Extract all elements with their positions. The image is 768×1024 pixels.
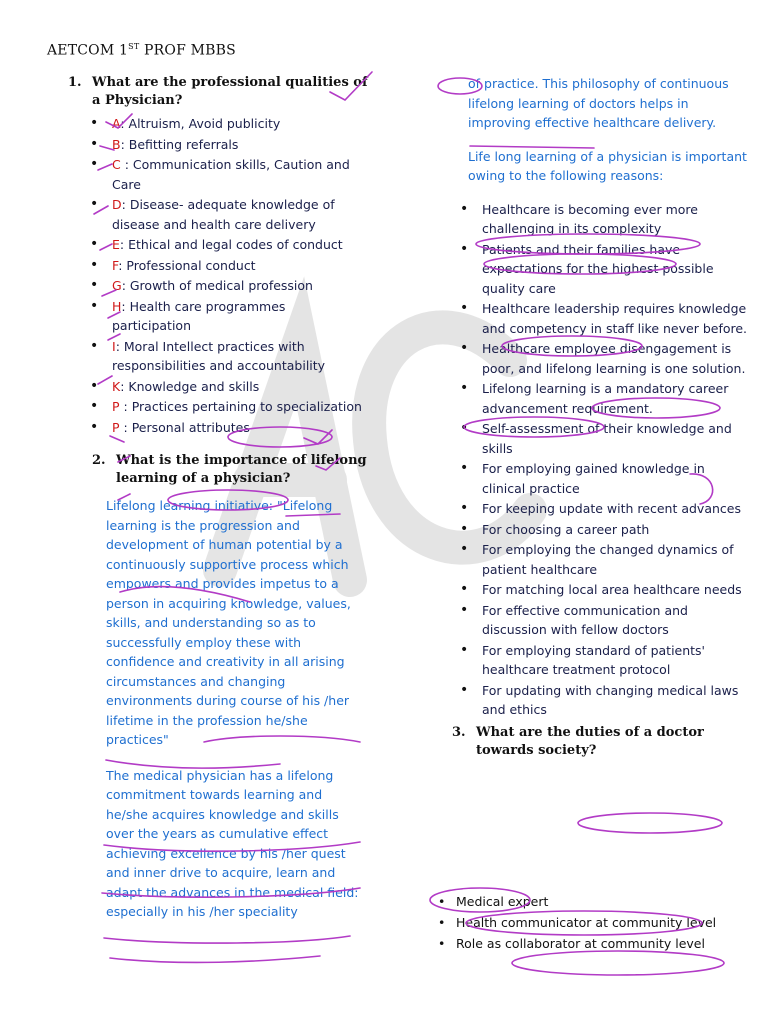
quality-key: K — [112, 378, 121, 394]
quality-item — [112, 235, 368, 255]
quality-text: : Health care programmes participation — [112, 298, 286, 333]
quality-item — [112, 195, 368, 234]
reason-item: • Self-assessment of their knowledge and skills — [482, 419, 752, 458]
reason-item: • For updating with changing medical laws and ethics — [482, 681, 752, 720]
duties-section — [436, 892, 736, 955]
quality-text: : Practices pertaining to specialization — [119, 399, 362, 414]
reason-item: • For employing the changed dynamics of patient healthcare — [482, 540, 752, 579]
quality-key: A — [112, 116, 121, 131]
quality-text: : Knowledge and skills — [120, 378, 260, 394]
quality-key: I — [112, 338, 116, 354]
qualities-list — [68, 114, 368, 437]
philosophy-paragraph: of practice. This philosophy of continuous lifelong learning of doctors helps in improving effective healthcare delivery. — [468, 76, 729, 130]
reasons-list — [452, 200, 752, 720]
duties-list — [436, 892, 736, 954]
quality-item — [112, 377, 368, 397]
reason-item: • For matching local area healthcare needs — [482, 580, 752, 600]
right-column — [452, 74, 752, 764]
reason-item: • Healthcare leadership requires knowledge and competency in staff like never before. — [482, 299, 752, 338]
quality-item — [112, 397, 368, 417]
reason-item: • For choosing a career path — [482, 520, 752, 540]
duty-item: • Health communicator at community level — [456, 913, 736, 933]
quality-item — [112, 155, 368, 194]
quality-item — [112, 276, 368, 296]
quality-item — [112, 297, 368, 336]
quality-key: B — [112, 136, 121, 152]
reason-item: • For employing standard of patients' healthcare treatment protocol — [482, 641, 752, 680]
quality-text: : Professional conduct — [118, 257, 256, 273]
quality-text: : Growth of medical profession — [121, 278, 313, 293]
quality-key: H — [112, 298, 122, 314]
quality-item — [112, 114, 368, 134]
quality-text: : Disease- adequate knowledge of disease and health care delivery — [112, 197, 335, 232]
reason-item: • Patients and their families have expectations for the highest possible quality care — [482, 240, 752, 299]
question-3: 3. What are the duties of a doctor towards society? — [452, 724, 704, 758]
reason-item: • For effective communication and discussion with fellow doctors — [482, 601, 752, 640]
lifelong-definition-paragraph: Lifelong learning initiative: "Lifelong learning is the progression and development of human potential by a continuously supportive process which empowers and provides impetus to a person in acquiring knowledge, values, skills, and understanding so as to successfully employ these with confidence and creativity in all arising circumstances and changing environments during course of his /her lifetime in the profession he/she practices" — [106, 498, 351, 747]
quality-text: : Befitting referrals — [120, 136, 239, 152]
quality-text: : Personal attributes — [119, 419, 250, 435]
quality-item — [112, 418, 368, 438]
quality-key: P — [112, 399, 120, 414]
reasons-intro: Life long learning of a physician is important owing to the following reasons: — [468, 148, 747, 183]
quality-text: : Altruism, Avoid publicity — [120, 116, 281, 131]
reason-item: • Lifelong learning is a mandatory career advancement requirement. — [482, 379, 752, 418]
duty-item: • Role as collaborator at community level — [456, 934, 736, 954]
question-2: 2. What is the importance of lifelong learning of a physician? — [92, 453, 367, 486]
quality-key: E — [112, 237, 120, 252]
quality-text: : Moral Intellect practices with responsibilities and accountability — [112, 338, 326, 373]
quality-item — [112, 256, 368, 276]
quality-key: F — [112, 257, 119, 273]
quality-key: G — [112, 278, 122, 293]
left-column — [68, 74, 368, 922]
reason-item: • Healthcare is becoming ever more challenging in its complexity — [482, 200, 752, 239]
reason-item: • Healthcare employee disengagement is poor, and lifelong learning is one solution. — [482, 339, 752, 378]
commitment-paragraph: The medical physician has a lifelong commitment towards learning and he/she acquires knowledge and skills over the years as cumulative effect achieving excellence by his /her quest and inner drive to acquire, learn and adapt the advances in the medical field: especially in his /her speciality — [106, 767, 359, 919]
reason-item: • For keeping update with recent advances — [482, 499, 752, 519]
quality-key: P — [112, 419, 120, 435]
reason-item: • For employing gained knowledge in clinical practice — [482, 459, 752, 498]
quality-key: C — [112, 157, 121, 172]
quality-text: : Ethical and legal codes of conduct — [119, 237, 343, 252]
quality-key: D — [112, 197, 122, 212]
quality-text: : Communication skills, Caution and Care — [112, 157, 350, 192]
question-1: 1. What are the professional qualities of a Physician? — [68, 75, 368, 108]
page-header: AETCOM 1ST PROF MBBS — [47, 42, 236, 59]
quality-item — [112, 337, 368, 376]
duty-item: • Medical expert — [456, 892, 736, 912]
quality-item — [112, 135, 368, 155]
